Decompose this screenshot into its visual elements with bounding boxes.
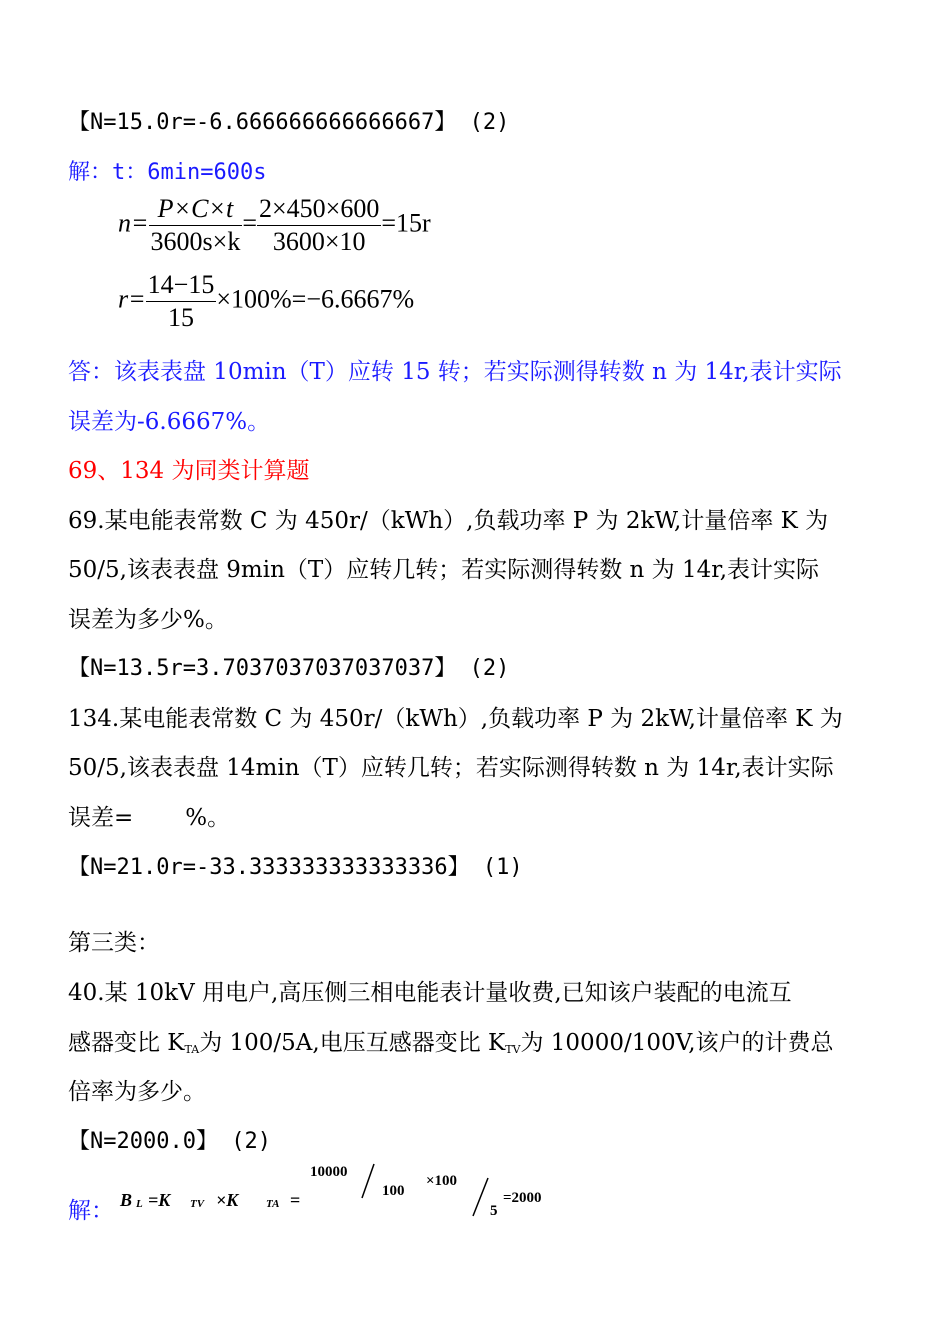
error-denominator: 15 — [168, 303, 194, 332]
value-100-den: 100 — [382, 1183, 405, 1199]
question-40-line-3: 倍率为多少。 — [68, 1079, 206, 1105]
kta-subscript: TA — [184, 1043, 200, 1056]
answer-key-134: 【N=21.0r=-33.333333333333336】 (1) — [68, 855, 523, 880]
bl-subscript: L — [136, 1198, 143, 1210]
tv-subscript: TV — [190, 1198, 205, 1210]
times-k: ×K — [216, 1190, 239, 1210]
fraction-slashes — [360, 1160, 510, 1220]
question-69-line-3: 误差为多少%。 — [68, 607, 228, 633]
error-numerator: 14−15 — [147, 270, 215, 299]
formula-error-rhs: ×100%=−6.6667% — [216, 284, 415, 314]
formula-turns-rhs: =15r — [381, 208, 431, 238]
answer-key-1: 【N=15.0r=-6.666666666666667】 (2) — [68, 110, 510, 135]
solution-heading-1: 解：t：6min=600s — [68, 160, 267, 185]
formula-turns-frac2 — [257, 194, 381, 257]
answer-line-1: 答：该表表盘 10min（T）应转 15 转；若实际测得转数 n 为 14r,表计实际 — [68, 359, 842, 385]
answer-key-69: 【N=13.5r=3.7037037037037037】 (2) — [68, 656, 510, 681]
bl-symbol: B — [120, 1190, 133, 1210]
frac1-numerator: P×C×t — [157, 194, 234, 223]
question-134-line-2: 50/5,该表表盘 14min（T）应转几转；若实际测得转数 n 为 14r,表计实际 — [68, 755, 834, 781]
answer-key-40: 【N=2000.0】 (2) — [68, 1129, 271, 1154]
formula-turns — [118, 194, 431, 257]
frac2-numerator: 2×450×600 — [259, 194, 380, 223]
question-69-line-2: 50/5,该表表盘 9min（T）应转几转；若实际测得转数 n 为 14r,表计实际 — [68, 557, 820, 583]
blank-prefix: 误差= — [68, 805, 134, 831]
category-heading: 第三类： — [68, 930, 160, 956]
ta-subscript: TA — [266, 1198, 280, 1210]
frac1-denominator: 3600s×k — [150, 227, 241, 256]
question-69-line-1: 69.某电能表常数 C 为 450r/（kWh）,负载功率 P 为 2kW,计量倍率 K 为 — [68, 508, 829, 534]
ratio-text: 为 100/5A,电压互感器变比 K — [199, 1030, 506, 1056]
value-5: 5 — [490, 1203, 498, 1219]
solution-heading-40: 解： — [68, 1198, 114, 1224]
formula-error — [118, 270, 414, 333]
question-134-line-1: 134.某电能表常数 C 为 450r/（kWh）,负载功率 P 为 2kW,计量倍率 K 为 — [68, 706, 843, 732]
frac2-denominator: 3600×10 — [272, 227, 366, 256]
formula-turns-frac1 — [149, 194, 243, 257]
formula-error-lhs: r= — [118, 284, 146, 314]
value-10000: 10000 — [310, 1164, 348, 1180]
formula-turns-lhs: n= — [118, 208, 149, 238]
value-times-100: ×100 — [426, 1173, 458, 1189]
formula-error-frac — [146, 270, 217, 333]
result-2000: =2000 — [503, 1190, 542, 1206]
question-40-line-1: 40.某 10kV 用电户,高压侧三相电能表计量收费,已知该户装配的电流互 — [68, 980, 792, 1006]
question-40-line-2 — [68, 1028, 834, 1065]
eq-k: =K — [148, 1190, 171, 1210]
ktv-subscript: TV — [505, 1043, 521, 1056]
ratio-text-2: 为 10000/100V,该户的计费总 — [520, 1030, 834, 1056]
blank-suffix: %。 — [185, 805, 231, 831]
formula-turns-eq: = — [242, 208, 257, 238]
kta-label: 感器变比 K — [68, 1030, 185, 1056]
section-note: 69、134 为同类计算题 — [68, 458, 310, 484]
eq-sign: = — [290, 1190, 301, 1210]
question-134-line-3 — [68, 803, 230, 833]
answer-line-2: 误差为-6.6667%。 — [68, 409, 271, 435]
